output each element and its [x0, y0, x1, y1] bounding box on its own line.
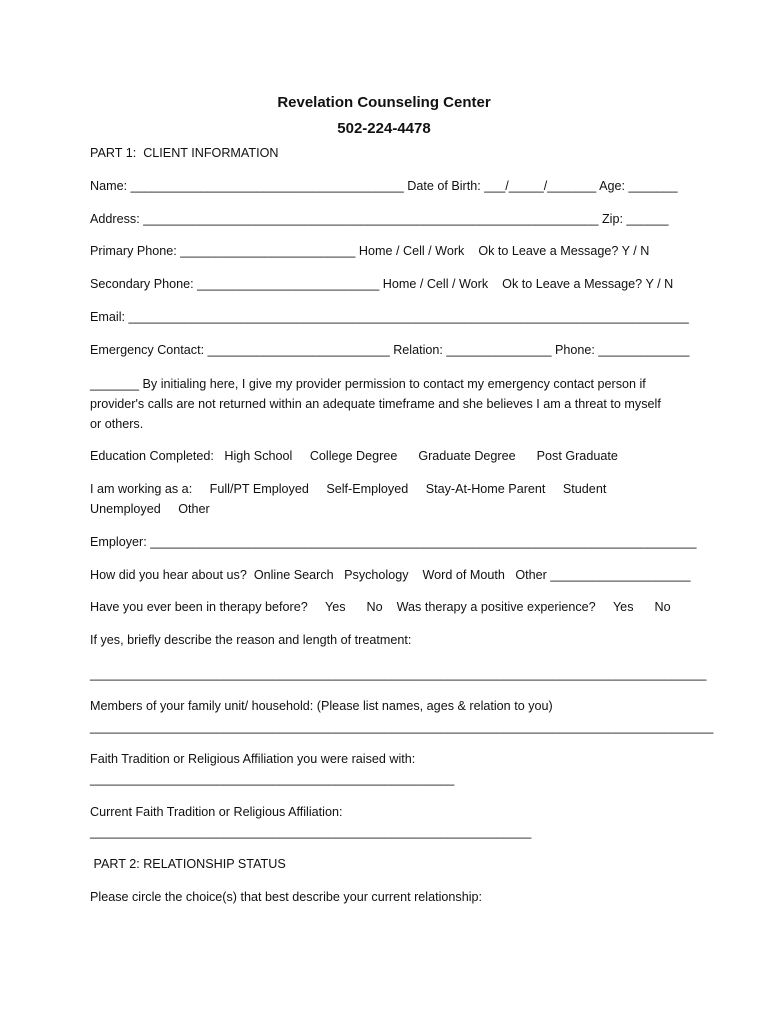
permission-paragraph: _______ By initialing here, I give my provider permission to contact my emergency contact person if provider's calls are not returned within an adequate timeframe and she believes I am a threat to myself or others. — [90, 377, 661, 431]
emergency-contact-line: Emergency Contact: __________________________ Relation: _______________ Phone: _____________ — [90, 343, 690, 357]
part1-heading: PART 1: CLIENT INFORMATION — [90, 146, 279, 160]
education-line: Education Completed: High School College Degree Graduate Degree Post Graduate — [90, 449, 618, 463]
prior-therapy-line: Have you ever been in therapy before? Yes No Was therapy a positive experience? Yes No — [90, 600, 671, 614]
email-line: Email: ________________________________________________________________________________ — [90, 310, 689, 324]
household-members-label: Members of your family unit/ household: (Please list names, ages & relation to you) — [90, 699, 553, 713]
faith-raised-blank: ____________________________________________________ — [90, 772, 455, 786]
employer-line: Employer: ______________________________________________________________________________ — [90, 535, 697, 549]
secondary-phone-line: Secondary Phone: __________________________ Home / Cell / Work Ok to Leave a Message? Y / N — [90, 277, 674, 291]
working-as-line: I am working as a: Full/PT Employed Self-Employed Stay-At-Home Parent Student — [90, 482, 607, 496]
organization-name: Revelation Counseling Center — [277, 94, 491, 111]
faith-raised-label: Faith Tradition or Religious Affiliation you were raised with: — [90, 752, 416, 766]
faith-current-label: Current Faith Tradition or Religious Affiliation: — [90, 805, 343, 819]
primary-phone-line: Primary Phone: _________________________ Home / Cell / Work Ok to Leave a Message? Y / N — [90, 244, 650, 258]
relationship-instruction: Please circle the choice(s) that best describe your current relationship: — [90, 890, 482, 904]
treatment-description-blank: ________________________________________________________________________________________ — [90, 667, 707, 681]
referral-source-line: How did you hear about us? Online Search Psychology Word of Mouth Other ____________________ — [90, 568, 691, 582]
address-zip-line: Address: _________________________________________________________________ Zip: ______ — [90, 212, 669, 226]
organization-phone: 502-224-4478 — [337, 120, 431, 137]
name-dob-age-line: Name: _______________________________________ Date of Birth: ___/_____/_______ Age: _______ — [90, 179, 678, 193]
faith-current-blank: _______________________________________________________________ — [90, 825, 532, 839]
treatment-description-label: If yes, briefly describe the reason and length of treatment: — [90, 633, 412, 647]
household-members-blank: _________________________________________________________________________________________ — [90, 720, 714, 734]
working-as-line-continued: Unemployed Other — [90, 502, 210, 516]
part2-heading: PART 2: RELATIONSHIP STATUS — [90, 857, 286, 871]
